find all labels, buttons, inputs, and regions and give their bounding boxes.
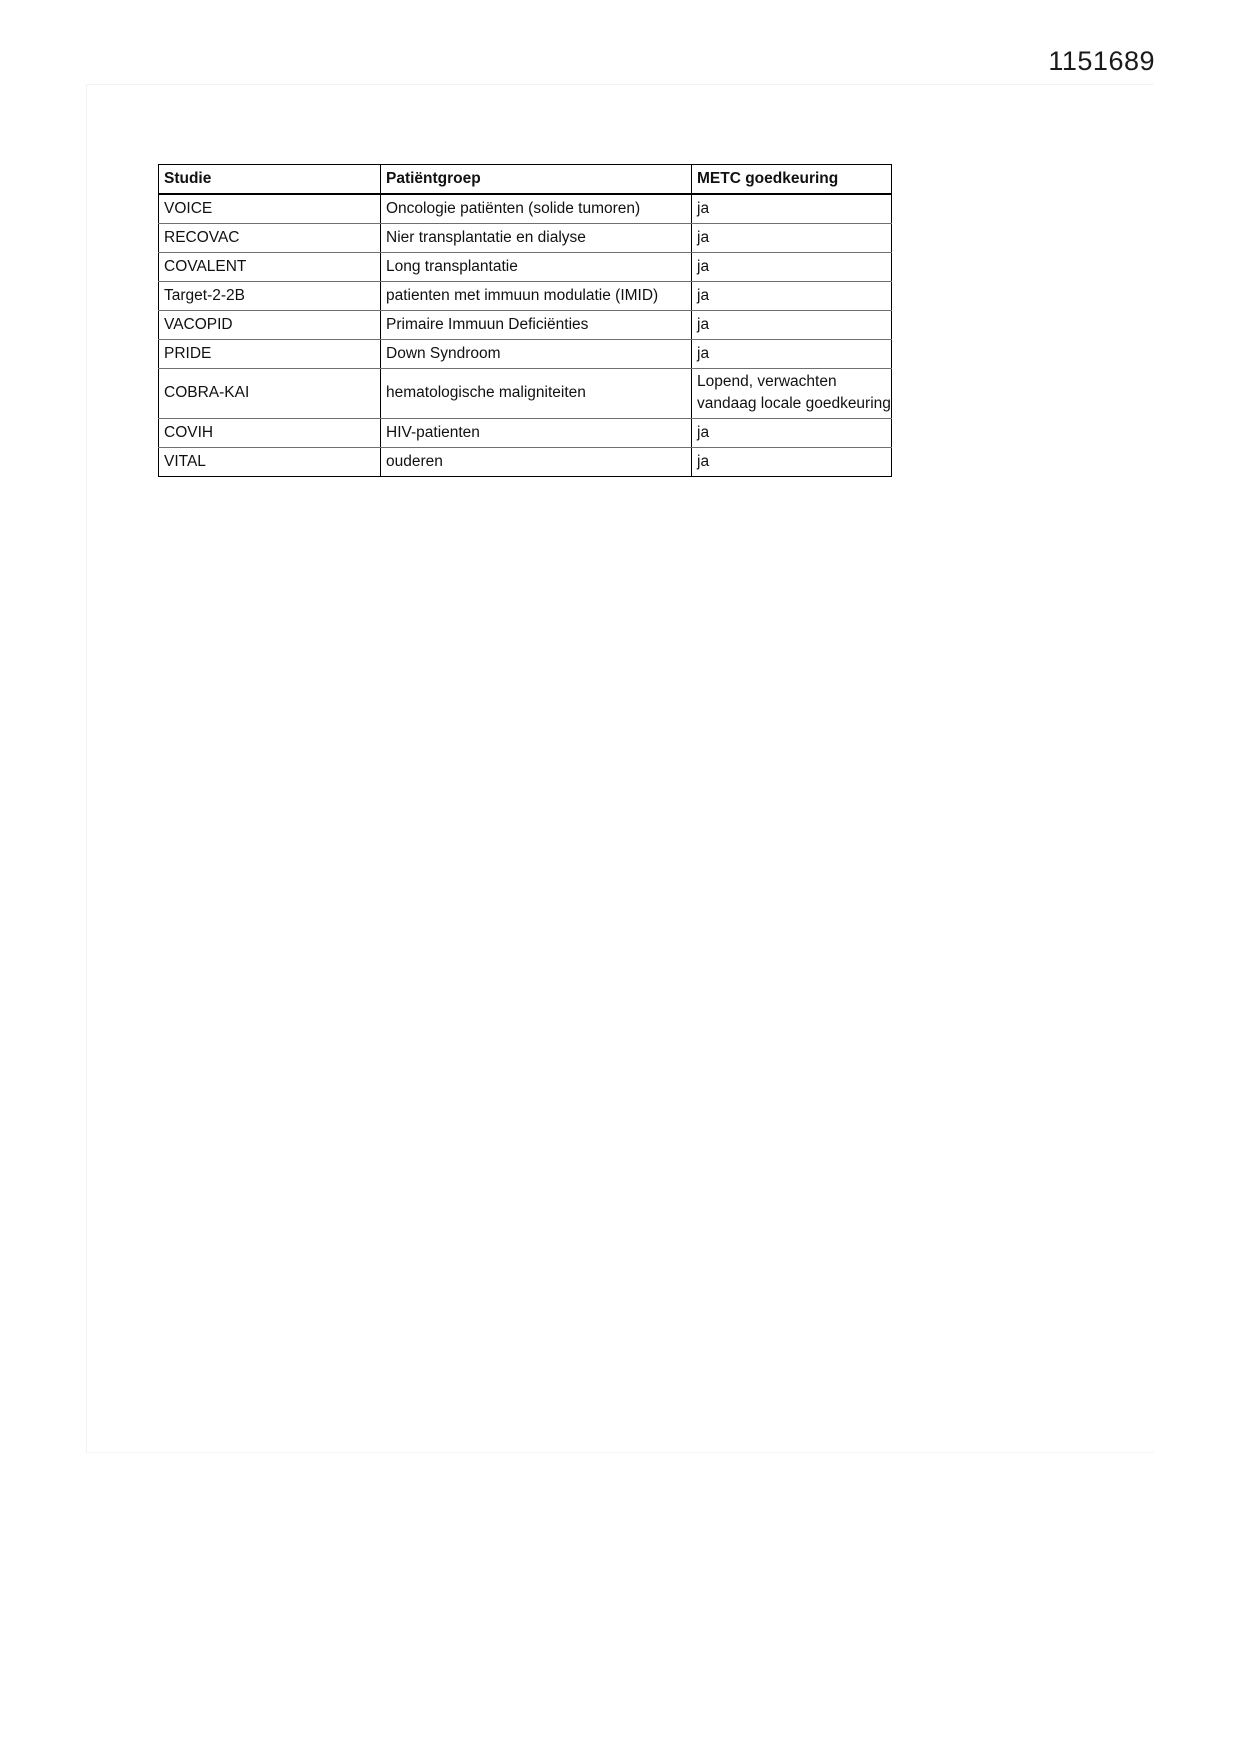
cell-metc: ja [692, 194, 892, 224]
cell-patientgroep: Long transplantatie [381, 253, 692, 282]
table-row [159, 447, 892, 476]
cell-studie: COVIH [159, 418, 381, 447]
cell-studie: COVALENT [159, 253, 381, 282]
cell-metc: ja [692, 447, 892, 476]
cell-studie: COBRA-KAI [159, 369, 381, 419]
studies-table-container [158, 164, 891, 477]
table-row [159, 340, 892, 369]
cell-studie: Target-2-2B [159, 282, 381, 311]
table-row [159, 194, 892, 224]
table-row [159, 224, 892, 253]
scan-edge-left [86, 84, 87, 1452]
cell-patientgroep: Nier transplantatie en dialyse [381, 224, 692, 253]
scan-edge-top [86, 84, 1154, 85]
cell-patientgroep: patienten met immuun modulatie (IMID) [381, 282, 692, 311]
column-header-metc: METC goedkeuring [692, 165, 892, 195]
cell-patientgroep: Oncologie patiënten (solide tumoren) [381, 194, 692, 224]
scan-edge-bottom [86, 1452, 1154, 1453]
cell-metc: ja [692, 418, 892, 447]
table-row [159, 253, 892, 282]
document-number: 1151689 [1048, 46, 1155, 76]
cell-patientgroep: hematologische maligniteiten [381, 369, 692, 419]
column-header-patientgroep: Patiëntgroep [381, 165, 692, 195]
cell-studie: RECOVAC [159, 224, 381, 253]
table-row [159, 418, 892, 447]
cell-metc: ja [692, 224, 892, 253]
cell-metc: ja [692, 282, 892, 311]
cell-studie: PRIDE [159, 340, 381, 369]
cell-studie: VACOPID [159, 311, 381, 340]
table-header [159, 165, 892, 195]
cell-studie: VITAL [159, 447, 381, 476]
table-body [159, 194, 892, 476]
cell-metc: Lopend, verwachten vandaag locale goedkeuring [692, 369, 892, 419]
cell-patientgroep: Primaire Immuun Deficiënties [381, 311, 692, 340]
cell-metc: ja [692, 311, 892, 340]
cell-metc: ja [692, 253, 892, 282]
cell-metc: ja [692, 340, 892, 369]
table-row [159, 369, 892, 419]
table-row [159, 311, 892, 340]
table-header-row [159, 165, 892, 195]
cell-patientgroep: ouderen [381, 447, 692, 476]
cell-patientgroep: Down Syndroom [381, 340, 692, 369]
cell-patientgroep: HIV-patienten [381, 418, 692, 447]
table-row [159, 282, 892, 311]
studies-table [158, 164, 892, 477]
cell-studie: VOICE [159, 194, 381, 224]
column-header-studie: Studie [159, 165, 381, 195]
